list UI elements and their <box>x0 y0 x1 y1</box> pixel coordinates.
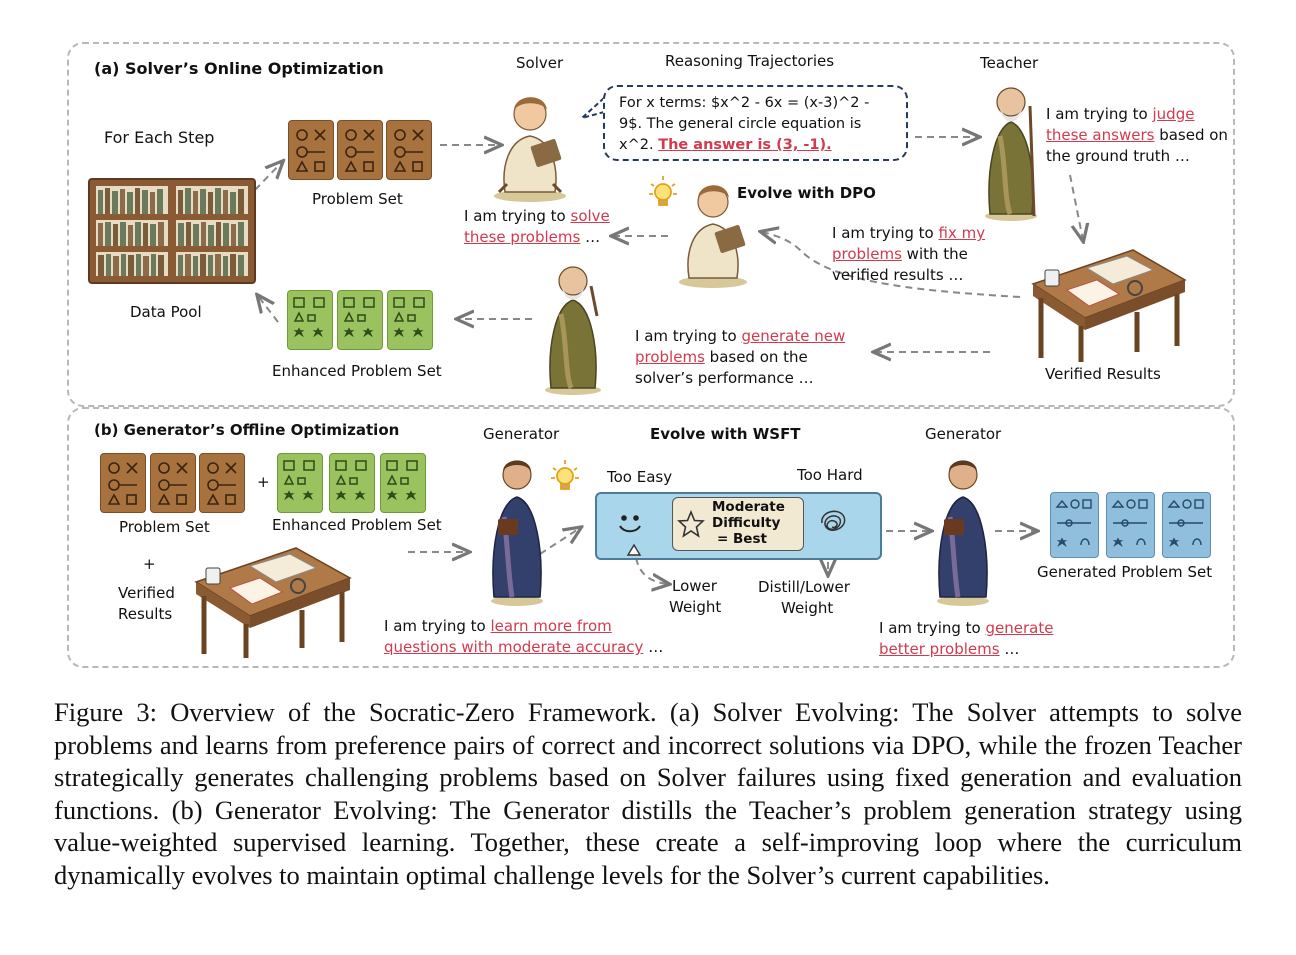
verified-results-label-a: Verified Results <box>1045 365 1161 383</box>
better-pre: I am trying to <box>879 619 981 637</box>
gen-post: based on the solver’s performance … <box>635 348 814 387</box>
bookshelf-icon <box>88 178 256 284</box>
for-each-step-label: For Each Step <box>104 128 215 147</box>
judge-pre: I am trying to <box>1046 105 1148 123</box>
problem-card <box>100 453 146 513</box>
enhanced-card <box>287 290 333 350</box>
learn-post: … <box>648 638 664 656</box>
teacher-label: Teacher <box>980 54 1039 72</box>
solver-label: Solver <box>516 54 564 72</box>
reasoning-trajectories-label: Reasoning Trajectories <box>665 52 835 70</box>
fix-pre: I am trying to <box>832 224 934 242</box>
generator-right-figure-icon <box>932 447 994 607</box>
teacher-judge-text <box>1046 104 1236 167</box>
solve-underlined: solve these problems <box>464 207 610 246</box>
generated-card <box>1050 492 1099 558</box>
generator-learn-text <box>384 616 684 658</box>
arrow-teacher-to-results <box>1070 175 1083 240</box>
moderate-line1: Moderate <box>712 499 785 515</box>
learn-underlined: learn more from questions with moderate accuracy <box>384 617 644 656</box>
generated-card <box>1106 492 1155 558</box>
panel-a-title: (a) Solver’s Online Optimization <box>94 59 384 78</box>
judge-underlined: judge these answers <box>1046 105 1195 144</box>
reasoning-thought-bubble <box>603 85 908 161</box>
problem-card <box>199 453 245 513</box>
enhanced-card <box>380 453 426 513</box>
problem-card <box>337 120 383 180</box>
learn-pre: I am trying to <box>384 617 486 635</box>
enhanced-card <box>277 453 323 513</box>
problem-card <box>288 120 334 180</box>
thought-answer: The answer is (3, -1). <box>658 137 832 153</box>
plus-sign-2: + <box>143 555 156 573</box>
star-icon <box>677 510 705 538</box>
solve-post: … <box>585 228 601 246</box>
generator-right-label: Generator <box>925 425 1002 443</box>
verified-results-label-b2: Results <box>118 605 173 623</box>
moderate-line2: Difficulty <box>712 515 781 531</box>
arrow-enhanced-to-pool <box>258 296 278 322</box>
data-pool-label: Data Pool <box>130 303 202 321</box>
moderate-line3: = Best <box>717 531 767 547</box>
distill-line2: Weight <box>781 599 834 617</box>
better-post: … <box>1004 640 1020 658</box>
enhanced-card <box>337 290 383 350</box>
plus-sign-1: + <box>257 473 270 491</box>
generator-better-text <box>879 618 1079 660</box>
lower-weight-line1: Lower <box>672 577 717 595</box>
problem-card <box>150 453 196 513</box>
teacher-figure-icon <box>980 76 1042 222</box>
generated-card <box>1162 492 1211 558</box>
lower-weight-line2: Weight <box>669 598 722 616</box>
enhanced-card <box>387 290 433 350</box>
verified-results-label-b1: Verified <box>118 584 175 602</box>
scribble-icon <box>816 505 850 539</box>
smiley-icon <box>612 506 648 540</box>
fix-post: with the verified results … <box>832 245 968 284</box>
solver-figure-icon <box>487 80 573 202</box>
teacher-generate-text <box>635 326 865 389</box>
lightbulb-icon-b <box>550 458 580 492</box>
easy-triangle-icon <box>626 543 642 557</box>
desk-icon-b <box>190 538 354 662</box>
figure-caption: Figure 3: Overview of the Socratic-Zero Framework. (a) Solver Evolving: The Solver attempts to solve problems and learns from preference pairs of correct and incorrect solutions via DPO, while the frozen Teacher strategically generates challenging problems based on Solver failures using fixed generation and evaluation functions. (b) Generator Evolving: The Generator distills the Teacher’s problem generation strategy using value-weighted supervised learning. Together, these create a self-improving loop where the curriculum dynamically evolves to maintain optimal challenge levels for the Solver’s current capabilities. <box>54 697 1242 890</box>
teacher-generate-figure-icon <box>541 256 605 396</box>
judge-post: based on the ground truth … <box>1046 126 1228 165</box>
gen-underlined: generate new problems <box>635 327 846 366</box>
too-hard-label: Too Hard <box>797 466 863 484</box>
distill-line1: Distill/Lower <box>758 578 850 596</box>
thought-text: For x terms: $x^2 - 6x = (x-3)^2 - 9$. The general circle equation is x^2. <box>619 95 870 153</box>
enhanced-problem-set-label-b: Enhanced Problem Set <box>272 516 442 534</box>
generator-left-label: Generator <box>483 425 560 443</box>
gen-pre: I am trying to <box>635 327 737 345</box>
problem-set-label-b: Problem Set <box>119 518 210 536</box>
arrow-pool-to-problemset <box>255 162 282 190</box>
enhanced-problem-set-label-a: Enhanced Problem Set <box>272 362 442 380</box>
generator-figure-icon <box>486 447 548 607</box>
enhanced-card <box>329 453 375 513</box>
better-underlined: generate better problems <box>879 619 1054 658</box>
generated-problem-set-label: Generated Problem Set <box>1037 563 1213 581</box>
problem-set-label-a: Problem Set <box>312 190 403 208</box>
solve-pre: I am trying to <box>464 207 566 225</box>
fix-underlined: fix my problems <box>832 224 986 263</box>
too-easy-label: Too Easy <box>607 468 673 486</box>
evolve-dpo-label: Evolve with DPO <box>737 184 876 202</box>
desk-icon <box>1027 240 1189 366</box>
evolve-wsft-label: Evolve with WSFT <box>650 425 801 443</box>
arrow-easy-pointer <box>636 558 668 584</box>
panel-b-title: (b) Generator’s Offline Optimization <box>94 421 400 439</box>
solver-solve-text <box>464 206 634 248</box>
problem-card <box>386 120 432 180</box>
teacher-fix-text <box>832 223 1012 286</box>
